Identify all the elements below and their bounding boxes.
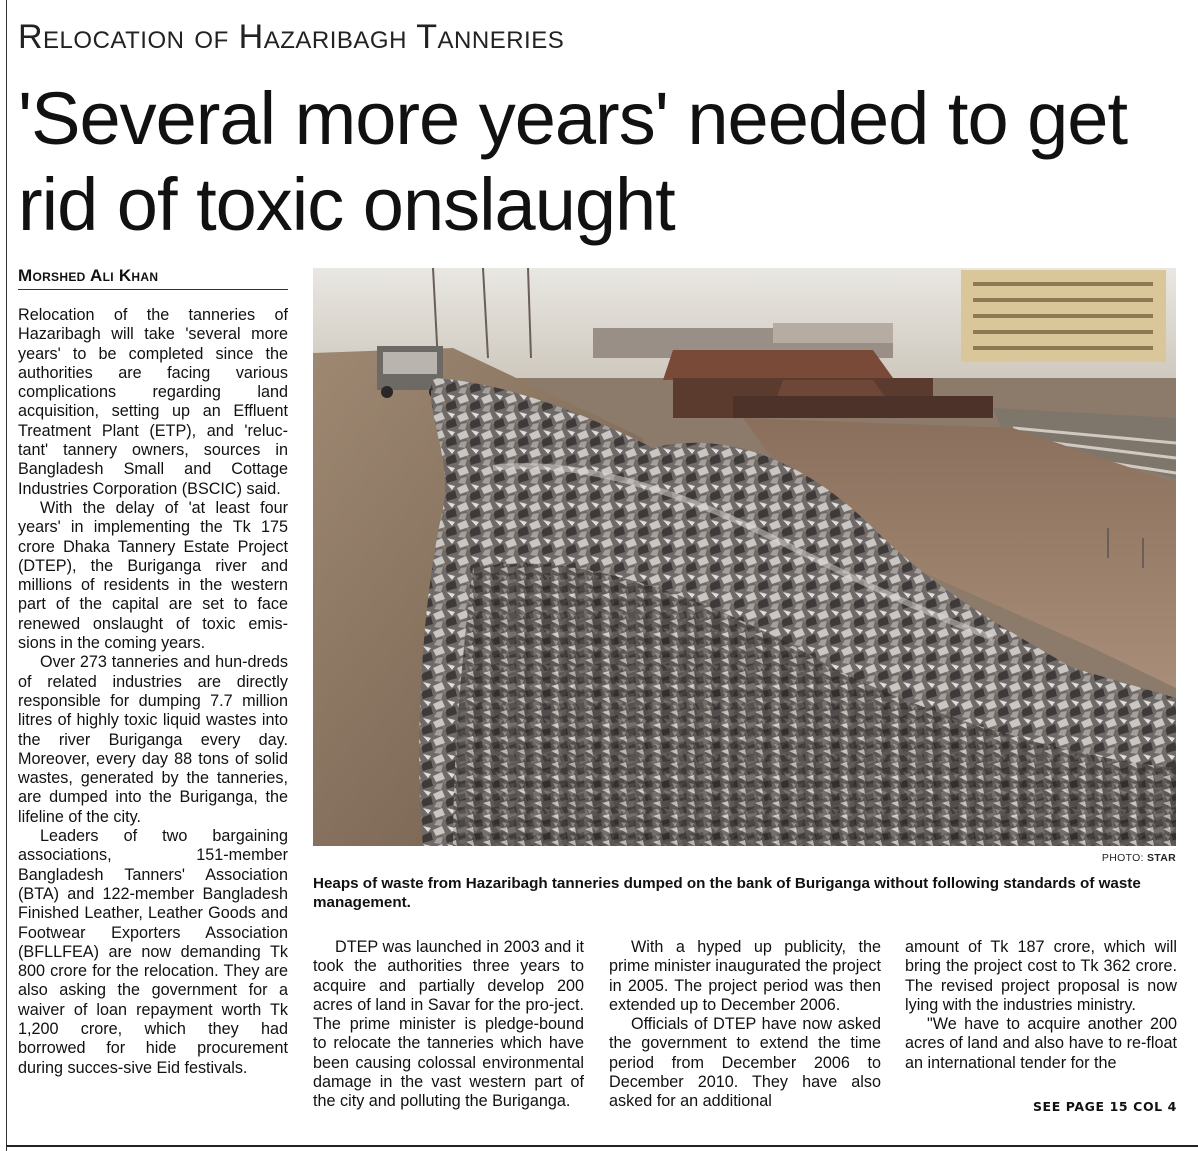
paragraph: With a hyped up publicity, the prime minister inaugurated the project in 2005. The project period was then extended up to December 2006. <box>609 938 881 1014</box>
paragraph: DTEP was launched in 2003 and it took the authorities three years to acquire and partially develop 200 acres of land in Savar for the pro-ject. The prime minister is pledge-bound to relocate the tanneries which have been causing colossal environmental damage in the vast western part of the city and polluting the Buriganga. <box>313 938 584 1111</box>
photo-credit <box>1080 852 1176 864</box>
paragraph: Relocation of the tanneries of Hazaribagh will take 'several more years' to be completed since the authorities are facing various complications regarding land acquisition, setting up an Effluent Treatment Plant (ETP), and 'reluc-tant' tannery owners, sources in Bangladesh Small and Cottage Industries Corporation (BSCIC) said. <box>18 306 288 498</box>
body-column-2 <box>313 938 584 1112</box>
paragraph: With the delay of 'at least four years' in implementing the Tk 175 crore Dhaka Tannery Estate Project (DTEP), the Buriganga river and millions of residents in the western part of the capital are set to face renewed onslaught of toxic emis-sions in the coming years. <box>18 498 288 653</box>
photo-credit-name: STAR <box>1146 852 1176 864</box>
paragraph: Over 273 tanneries and hun-dreds of related industries are directly responsible for dumping 7.7 million litres of highly toxic liquid wastes into the river Buriganga every day. Moreover, every day 88 tons of solid wastes, generated by the tanneries, are dumped into the Buriganga, the lifeline of the city. <box>18 653 288 826</box>
paragraph: amount of Tk 187 crore, which will bring the project cost to Tk 362 crore. The revised project proposal is now lying with the industries ministry. <box>905 938 1177 1014</box>
body-column-1 <box>18 306 288 1078</box>
body-column-3 <box>609 938 881 1112</box>
article-byline: Morshed Ali Khan <box>18 266 159 285</box>
photo-caption: Heaps of waste from Hazaribagh tanneries dumped on the bank of Buriganga without following standards of waste management. <box>313 875 1141 911</box>
tannery-waste-photo <box>313 268 1176 846</box>
continuation-link[interactable]: SEE PAGE 15 COL 4 <box>1032 1099 1177 1114</box>
byline-divider <box>18 289 288 290</box>
news-photo <box>313 268 1176 846</box>
paragraph: Officials of DTEP have now asked the government to extend the time period from December 2006 to December 2010. They have also asked for an additional <box>609 1015 881 1111</box>
article-kicker: Relocation of Hazaribagh Tanneries <box>18 18 565 56</box>
paragraph: Leaders of two bargaining associations, 151-member Bangladesh Tanners' Association (BTA) and 122-member Bangladesh Finished Leather, Leather Goods and Footwear Exporters Association (BFLLFEA) are now demanding Tk 800 crore for the relocation. They are also asking the government for a waiver of loan repayment worth Tk 1,200 crore, which they had borrowed for hide procurement during succes-sive Eid festivals. <box>18 827 288 1077</box>
page-bottom-rule <box>6 1145 1198 1147</box>
photo-credit-prefix: PHOTO: <box>1101 852 1147 864</box>
page-left-rule <box>6 0 7 1151</box>
paragraph: "We have to acquire another 200 acres of land and also have to re-float an international tender for the <box>905 1015 1177 1072</box>
body-column-4 <box>905 938 1177 1073</box>
article-headline: 'Several more years' needed to get rid of toxic onslaught <box>18 77 1128 246</box>
